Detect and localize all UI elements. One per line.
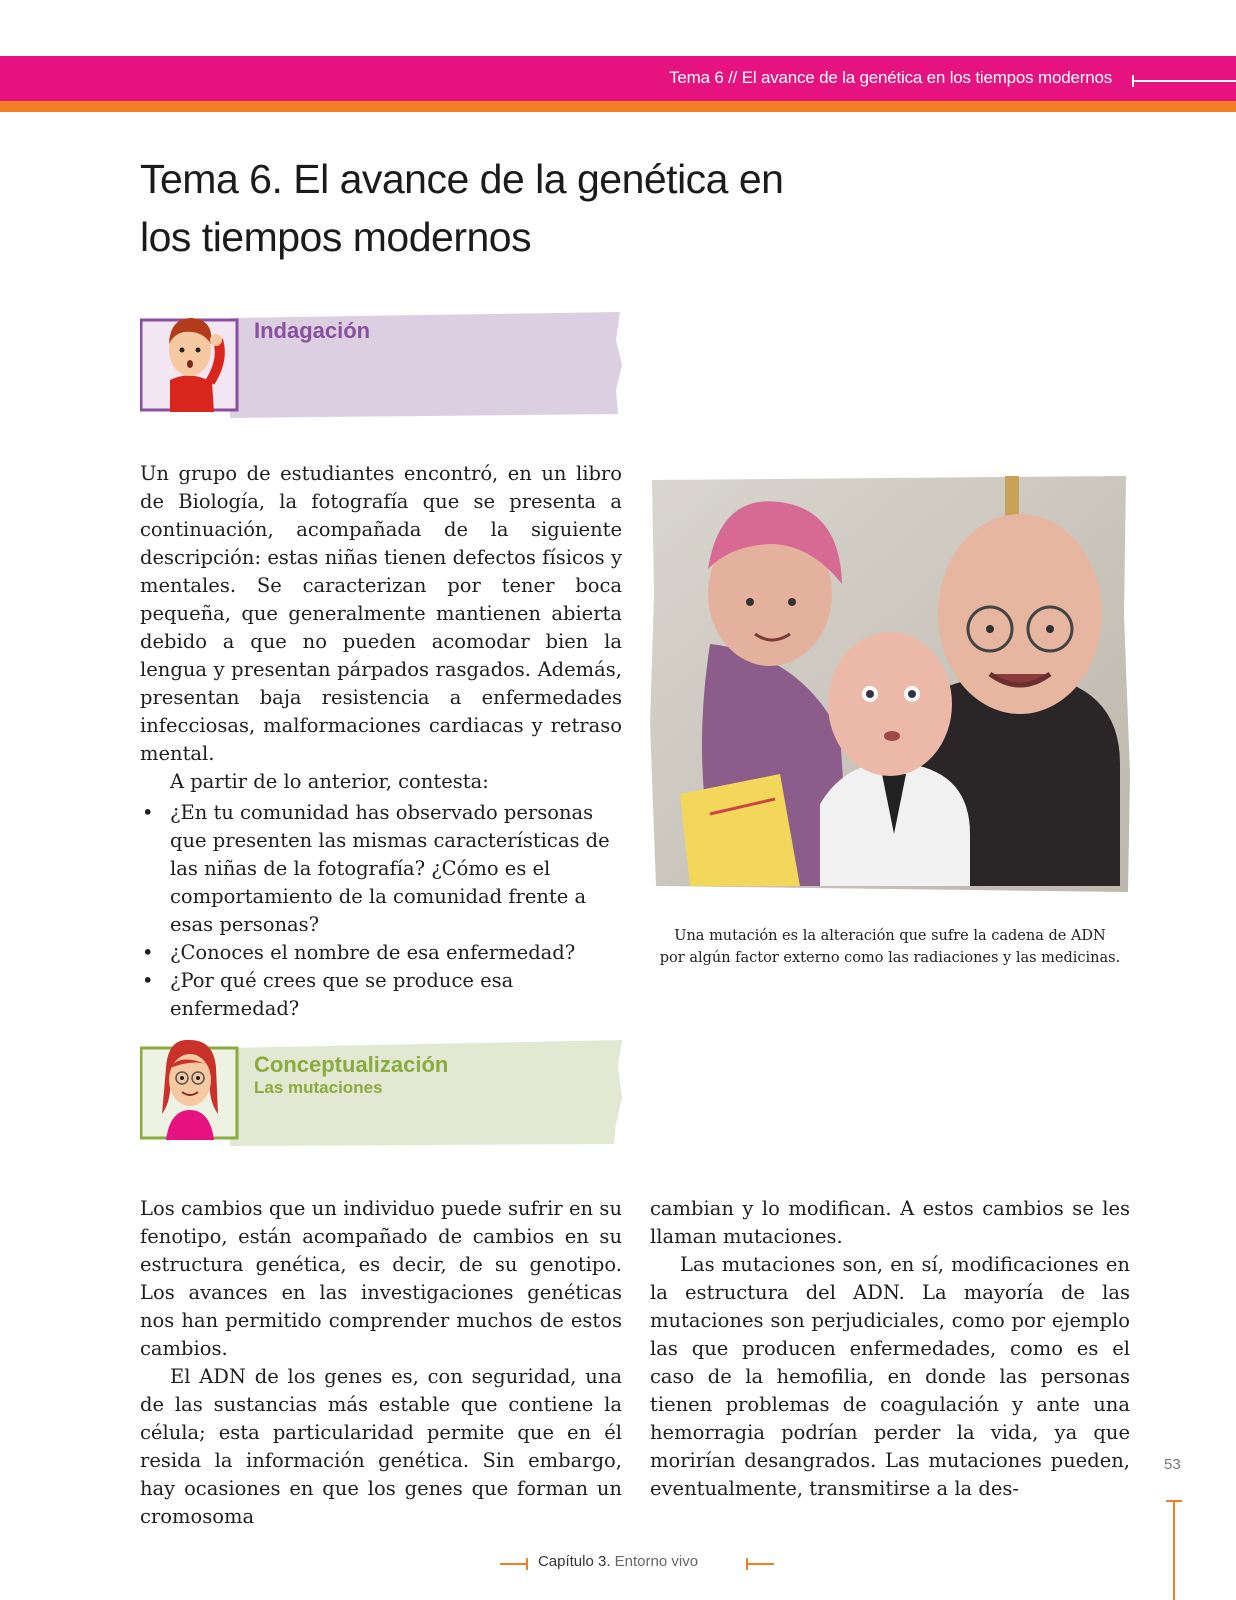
caption-line-2: por algún factor externo como las radiaciones y las medicinas. xyxy=(659,950,1121,966)
footer-right-rule xyxy=(746,1563,774,1565)
body-column-right xyxy=(650,1195,1130,1503)
caption-line-1: Una mutación es la alteración que sufre la cadena de ADN xyxy=(674,928,1106,944)
student-thinking-avatar xyxy=(140,310,240,412)
body-paragraph: El ADN de los genes es, con seguridad, una de las sustancias más estable que contiene la célula; esta particularidad permite que en él resida la información genética. Sin embargo, hay ocasiones en que los genes que forman un cromosoma xyxy=(140,1365,622,1528)
question-list xyxy=(140,799,622,1023)
photo-caption xyxy=(652,925,1128,969)
list-item: • ¿Conoces el nombre de esa enfermedad? xyxy=(140,939,622,967)
page-number: 53 xyxy=(1164,1456,1181,1473)
margin-rule xyxy=(1173,1500,1175,1600)
teacher-avatar xyxy=(140,1038,240,1140)
indagacion-paragraph: Un grupo de estudiantes encontró, en un libro de Biología, la fotografía que se presenta a continuación, acompañada de la siguiente descripción: estas niñas tienen defectos físicos y mentales. Se caracterizan por tener boca pequeña, que generalmente mantienen abierta debido a que no pueden acomodar bien la lengua y presentan párpados rasgados. Además, presentan baja resistencia a enfermedades infecciosas, malformaciones cardiacas y retraso mental. xyxy=(140,462,622,765)
list-item: • ¿Por qué crees que se produce esa enfermedad? xyxy=(140,967,622,1023)
conceptualizacion-heading: Conceptualización xyxy=(254,1052,449,1077)
header-rule xyxy=(1132,80,1236,82)
body-column-left xyxy=(140,1195,622,1531)
header-stripe xyxy=(0,101,1236,112)
conceptualizacion-subtitle: Las mutaciones xyxy=(254,1078,383,1097)
body-paragraph: Los cambios que un individuo puede sufrir en su fenotipo, están acompañado de cambios en su estructura genética, es decir, de su genotipo. Los avances en las investigaciones genéticas nos han permitido comprender muchos de estos cambios. xyxy=(140,1197,622,1360)
page-title: Tema 6. El avance de la genética en los tiempos modernos xyxy=(140,156,784,260)
indagacion-text xyxy=(140,460,622,796)
indagacion-heading: Indagación xyxy=(254,318,371,343)
indagacion-prompt: A partir de lo anterior, contesta: xyxy=(170,770,489,793)
children-photo xyxy=(650,474,1130,892)
footer-chapter-name: Entorno vivo xyxy=(614,1553,699,1570)
running-title: Tema 6 // El avance de la genética en los tiempos modernos xyxy=(669,68,1112,87)
body-paragraph: Las mutaciones son, en sí, modificaciones en la estructura del ADN. La mayoría de las mutaciones son perjudiciales, como por ejemplo las que producen enfermedades, como es el caso de la hemofilia, en donde las personas tienen problemas de coagulación y ante una hemorragia podrían perder la vida, ya que morirían desangrados. Las mutaciones pueden, eventualmente, transmitirse a la des- xyxy=(650,1253,1130,1500)
body-paragraph: cambian y lo modifican. A estos cambios se les llaman mutaciones. xyxy=(650,1197,1130,1248)
list-item: • ¿En tu comunidad has observado personas que presenten las mismas características de las niñas de la fotografía? ¿Cómo es el comportamiento de la comunidad frente a esas personas? xyxy=(140,799,622,939)
footer-chapter: Capítulo 3. xyxy=(537,1553,611,1570)
footer xyxy=(0,1553,1236,1570)
